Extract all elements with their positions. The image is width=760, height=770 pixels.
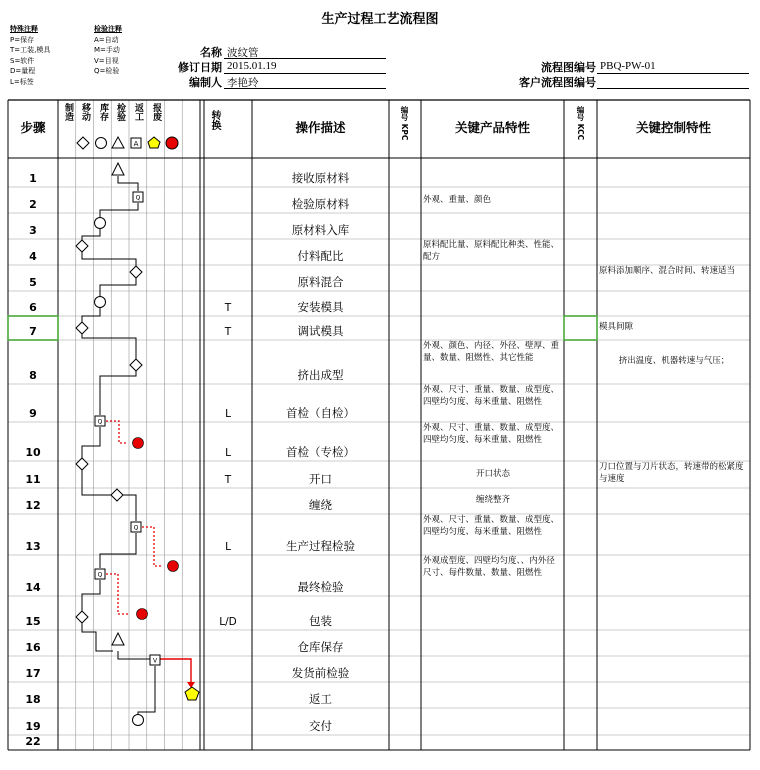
flow-line bbox=[100, 278, 136, 296]
operation-description: 缠绕 bbox=[309, 498, 332, 512]
step-number: 6 bbox=[29, 301, 37, 314]
key-control-characteristic bbox=[599, 656, 749, 682]
name-label: 名称 bbox=[200, 46, 222, 59]
key-control-characteristic bbox=[599, 630, 749, 656]
key-control-characteristic bbox=[599, 187, 749, 213]
key-product-characteristic bbox=[423, 596, 563, 630]
step-number: 19 bbox=[25, 720, 41, 733]
flow-number-value: PBQ-PW-01 bbox=[600, 60, 656, 72]
scrap-node bbox=[168, 561, 179, 572]
special-legend-header: 特殊注释 bbox=[10, 25, 38, 33]
step-number: 1 bbox=[29, 172, 37, 185]
key-control-characteristic bbox=[599, 488, 749, 514]
key-product-characteristic bbox=[423, 735, 563, 750]
legend-item: M=手动 bbox=[94, 46, 120, 54]
key-control-characteristic bbox=[599, 384, 749, 422]
legend-item: S=软件 bbox=[10, 56, 35, 65]
kcc-header: 关键控制特性 bbox=[635, 120, 711, 135]
revision-date-label: 修订日期 bbox=[178, 61, 222, 74]
step-number: 8 bbox=[29, 369, 37, 382]
operation-description: 原材料入库 bbox=[291, 223, 350, 237]
step-number: 2 bbox=[29, 198, 37, 211]
operation-description: 首检（自检） bbox=[286, 406, 355, 420]
inspect-box-label: V bbox=[152, 657, 158, 665]
name-value: 波纹管 bbox=[227, 47, 259, 59]
key-product-characteristic: 缠绕整齐 bbox=[475, 495, 510, 506]
selected-cell bbox=[564, 316, 597, 340]
key-control-characteristic bbox=[599, 422, 749, 461]
square-a-letter: A bbox=[133, 140, 139, 148]
kpc-code-header: 编号 KPC bbox=[400, 106, 409, 141]
key-control-characteristic bbox=[599, 708, 749, 735]
flow-line bbox=[82, 427, 100, 458]
key-product-characteristic: 外观、尺寸、重量、数量、成型度、四壁均匀度、每米重量、阻燃性 bbox=[423, 515, 560, 537]
red-dot-icon bbox=[166, 137, 178, 149]
key-control-characteristic bbox=[599, 735, 749, 750]
transfer-code: L/D bbox=[219, 616, 237, 628]
symbol-header-5: 报废 bbox=[151, 103, 161, 121]
circle-node bbox=[95, 218, 106, 229]
step-number: 17 bbox=[25, 667, 41, 680]
operation-description: 交付 bbox=[309, 719, 332, 733]
diamond-node bbox=[130, 359, 142, 371]
step-number: 14 bbox=[25, 581, 41, 594]
step-number: 15 bbox=[25, 615, 41, 628]
operation-description: 仓库保存 bbox=[297, 640, 344, 654]
scrap-node bbox=[137, 609, 148, 620]
transfer-code: L bbox=[225, 541, 231, 553]
transfer-code bbox=[204, 340, 252, 384]
legend-item: P=保存 bbox=[10, 35, 35, 44]
diamond-node bbox=[76, 458, 88, 470]
step-number: 11 bbox=[25, 473, 41, 486]
kcc-code-header: 编号 KCC bbox=[576, 106, 585, 141]
key-product-characteristic: 外观、颜色、内径、外径、壁厚、重量、数量、阻燃性、其它性能 bbox=[423, 341, 560, 363]
symbol-header-2: 库存 bbox=[98, 103, 108, 121]
triangle-node bbox=[112, 633, 124, 645]
customer-flow-number-label: 客户流程图编号 bbox=[519, 76, 596, 89]
key-product-characteristic: 外观、尺寸、重量、数量、成型度、四壁均匀度、每米重量、阻燃性 bbox=[423, 423, 560, 445]
symbol-header-0: 制造 bbox=[63, 103, 73, 121]
flow-line bbox=[82, 623, 113, 651]
operation-header: 操作描述 bbox=[295, 120, 346, 135]
step-header: 步骤 bbox=[20, 120, 46, 135]
operation-description: 原料混合 bbox=[297, 275, 344, 289]
transfer-code bbox=[204, 682, 252, 708]
key-control-characteristic: 挤出温度、机器转速与气压； bbox=[618, 356, 730, 367]
page-title: 生产过程工艺流程图 bbox=[321, 12, 439, 27]
step-number: 5 bbox=[29, 276, 37, 289]
step-number: 18 bbox=[25, 693, 41, 706]
diamond-icon bbox=[77, 137, 89, 149]
key-product-characteristic: 原料配比量、原料配比种类、性能、配方 bbox=[423, 240, 560, 262]
operation-description: 包装 bbox=[309, 614, 332, 628]
transfer-code: T bbox=[224, 474, 232, 486]
step-number: 4 bbox=[29, 250, 37, 263]
flow-line bbox=[82, 308, 100, 322]
transfer-code bbox=[204, 213, 252, 239]
key-control-characteristic bbox=[599, 213, 749, 239]
pentagon-icon bbox=[148, 137, 160, 148]
inspect-legend-header: 检验注释 bbox=[94, 25, 122, 33]
key-product-characteristic: 外观成型度、四壁均匀度、、内外径尺寸、每件数量、数量、阻燃性 bbox=[423, 556, 555, 578]
inspect-box-label: Q bbox=[135, 194, 141, 202]
operation-description: 最终检验 bbox=[297, 580, 344, 594]
transfer-code bbox=[204, 187, 252, 213]
transfer-code: L bbox=[225, 408, 231, 420]
flow-number-label: 流程图编号 bbox=[541, 61, 596, 74]
transfer-code: L bbox=[225, 447, 231, 459]
key-product-characteristic bbox=[423, 656, 563, 682]
scrap-flow-line bbox=[106, 421, 126, 443]
operation-description: 开口 bbox=[309, 472, 332, 486]
step-number: 12 bbox=[25, 499, 41, 512]
step-number: 13 bbox=[25, 540, 41, 553]
flow-line bbox=[118, 651, 150, 659]
legend-item: T=工装,模具 bbox=[10, 46, 51, 54]
key-control-characteristic bbox=[599, 158, 749, 187]
key-control-characteristic bbox=[599, 514, 749, 555]
transfer-code: T bbox=[224, 326, 232, 338]
operation-description: 发货前检验 bbox=[291, 666, 350, 680]
triangle-icon bbox=[112, 137, 124, 148]
transfer-code bbox=[204, 239, 252, 265]
operation-description bbox=[252, 735, 389, 750]
revision-date-value: 2015.01.19 bbox=[227, 60, 277, 72]
flow-line bbox=[82, 229, 100, 240]
scrap-node bbox=[133, 438, 144, 449]
flow-line bbox=[82, 334, 136, 359]
transfer-code bbox=[204, 158, 252, 187]
scrap-flow-line bbox=[106, 574, 130, 614]
triangle-node bbox=[112, 163, 124, 175]
author-label: 编制人 bbox=[189, 76, 222, 89]
key-product-characteristic bbox=[423, 630, 563, 656]
diamond-node bbox=[130, 266, 142, 278]
operation-description: 付料配比 bbox=[297, 249, 344, 263]
legend-item: V=目视 bbox=[94, 56, 119, 65]
circle-node bbox=[133, 715, 144, 726]
key-product-characteristic bbox=[423, 213, 563, 239]
kpc-header: 关键产品特性 bbox=[454, 120, 530, 135]
transfer-code bbox=[204, 630, 252, 656]
rework-pentagon-node bbox=[185, 687, 199, 700]
key-product-characteristic: 开口状态 bbox=[475, 468, 510, 479]
transfer-code bbox=[204, 708, 252, 735]
symbol-header-3: 检验 bbox=[115, 103, 125, 121]
flow-line bbox=[100, 203, 138, 217]
inspect-box-label: Q bbox=[97, 571, 103, 579]
key-control-characteristic bbox=[599, 239, 749, 265]
step-number: 22 bbox=[25, 735, 41, 748]
key-control-characteristic: 模具间隙 bbox=[599, 322, 634, 333]
key-product-characteristic bbox=[423, 291, 563, 316]
key-product-characteristic bbox=[423, 158, 563, 187]
operation-description: 首检（专检） bbox=[286, 445, 355, 459]
transfer-code bbox=[204, 656, 252, 682]
key-product-characteristic bbox=[423, 316, 563, 340]
diamond-node bbox=[76, 240, 88, 252]
key-control-characteristic bbox=[599, 596, 749, 630]
diamond-node bbox=[111, 489, 123, 501]
key-product-characteristic: 外观、尺寸、重量、数量、成型度、四壁均匀度、每米重量、阻燃性 bbox=[423, 385, 560, 407]
transfer-code bbox=[204, 555, 252, 596]
diamond-node bbox=[76, 322, 88, 334]
key-control-characteristic bbox=[599, 682, 749, 708]
flow-line bbox=[123, 495, 136, 521]
transfer-code bbox=[204, 735, 252, 750]
symbol-header-4: 返工 bbox=[133, 103, 143, 121]
flow-line bbox=[82, 470, 111, 495]
transfer-header: 转换 bbox=[209, 110, 220, 130]
flow-line bbox=[82, 580, 100, 611]
legend-item: A=自动 bbox=[94, 35, 119, 44]
step-number: 3 bbox=[29, 224, 37, 237]
step-number: 16 bbox=[25, 641, 41, 654]
flow-line bbox=[100, 533, 136, 568]
step-number: 7 bbox=[29, 325, 37, 338]
step-number: 9 bbox=[29, 407, 37, 420]
flow-line bbox=[100, 371, 136, 415]
transfer-code: T bbox=[224, 302, 232, 314]
key-product-characteristic bbox=[423, 708, 563, 735]
legend-item: D=量程 bbox=[10, 67, 36, 75]
circle-icon bbox=[96, 138, 107, 149]
key-product-characteristic bbox=[423, 682, 563, 708]
diamond-node bbox=[76, 611, 88, 623]
operation-description: 挤出成型 bbox=[297, 368, 344, 382]
key-product-characteristic bbox=[423, 265, 563, 291]
transfer-code bbox=[204, 488, 252, 514]
scrap-flow-line bbox=[142, 527, 162, 566]
flow-line bbox=[118, 176, 138, 191]
operation-description: 调试模具 bbox=[297, 324, 344, 338]
key-control-characteristic: 刀口位置与刀片状态，转速带的松紧度与速度 bbox=[599, 462, 744, 484]
symbol-header-1: 移动 bbox=[80, 103, 90, 121]
author-value: 李艳玲 bbox=[227, 77, 259, 89]
step-number: 10 bbox=[25, 446, 41, 459]
transfer-code bbox=[204, 265, 252, 291]
legend-item: Q=检验 bbox=[94, 67, 120, 75]
flow-line bbox=[82, 252, 136, 266]
key-control-characteristic bbox=[599, 555, 749, 596]
circle-node bbox=[95, 297, 106, 308]
operation-description: 安装模具 bbox=[297, 300, 344, 314]
operation-description: 接收原材料 bbox=[291, 171, 350, 185]
key-control-characteristic: 原料添加顺序、混合时间、转速适当 bbox=[599, 266, 736, 276]
operation-description: 生产过程检验 bbox=[286, 539, 355, 553]
key-control-characteristic bbox=[599, 291, 749, 316]
legend-item: L=标签 bbox=[10, 77, 34, 86]
operation-description: 返工 bbox=[309, 692, 332, 706]
operation-description: 检验原材料 bbox=[291, 197, 350, 211]
key-product-characteristic: 外观、重量、颜色 bbox=[423, 194, 492, 205]
inspect-box-label: Q bbox=[133, 524, 139, 532]
inspect-box-label: Q bbox=[97, 418, 103, 426]
